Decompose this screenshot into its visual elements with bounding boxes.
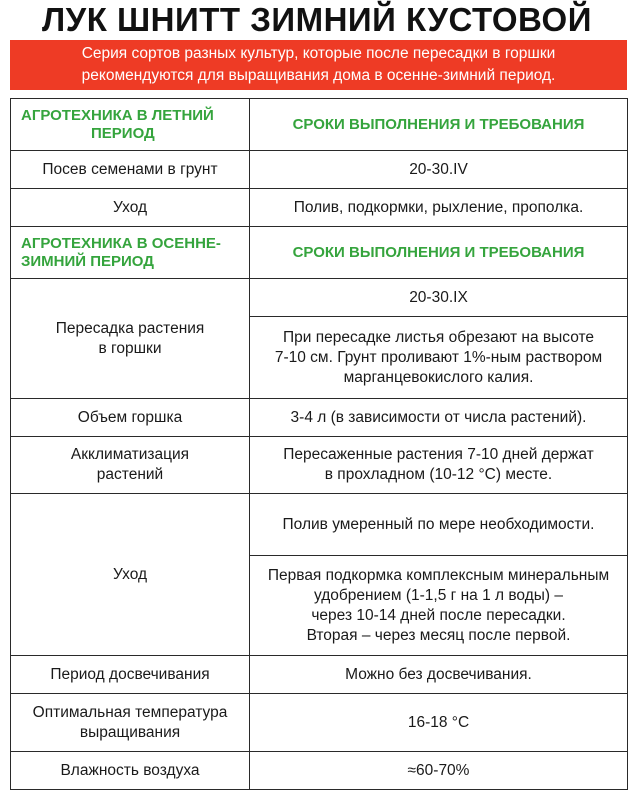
autumn-care-feeding — [250, 556, 628, 656]
transplant-label-line1: Пересадка растения — [55, 319, 205, 337]
table-row — [11, 189, 628, 227]
transplant-label-line2: в горшки — [98, 339, 162, 357]
acclimatization-value-line1: Пересаженные растения 7-10 дней держат — [283, 446, 594, 463]
acclimatization-label-line1: Акклиматизация — [70, 446, 190, 463]
summer-header-row — [11, 99, 628, 151]
table-row — [11, 399, 628, 437]
autumn-header-left-line2: ЗИМНИЙ ПЕРИОД — [21, 252, 154, 270]
table-row — [11, 279, 628, 317]
transplant-note — [250, 317, 628, 399]
table-row — [11, 752, 628, 790]
autumn-care-watering: Полив умеренный по мере необходимости. — [250, 494, 628, 556]
feeding-line3: через 10-14 дней после пересадки. — [311, 606, 566, 624]
summer-header-right: СРОКИ ВЫПОЛНЕНИЯ И ТРЕБОВАНИЯ — [250, 99, 628, 151]
transplant-note-line3: марганцевокислого калия. — [343, 368, 534, 386]
cultivation-table — [10, 98, 628, 790]
page-title: ЛУК ШНИТТ ЗИМНИЙ КУСТОВОЙ — [42, 1, 592, 38]
feeding-line2: удобрением (1-1,5 г на 1 л воды) – — [314, 586, 563, 604]
description-banner — [10, 40, 627, 90]
acclimatization-value — [250, 437, 628, 494]
acclimatization-label — [11, 437, 250, 494]
summer-header-left — [11, 99, 250, 151]
acclimatization-value-line2: в прохладном (10-12 °С) месте. — [324, 466, 553, 483]
autumn-header-left-line1: АГРОТЕХНИКА В ОСЕННЕ- — [21, 234, 221, 252]
banner-line-2: рекомендуются для выращивания дома в осенне-зимний период. — [81, 67, 556, 84]
pot-volume-value: 3-4 л (в зависимости от числа растений). — [250, 399, 628, 437]
transplant-label — [11, 279, 250, 399]
temperature-label — [11, 694, 250, 752]
sowing-value: 20-30.IV — [250, 151, 628, 189]
temperature-label-line2: выращивания — [79, 723, 181, 741]
lighting-label: Период досвечивания — [11, 656, 250, 694]
humidity-value: ≈60-70% — [250, 752, 628, 790]
sowing-label: Посев семенами в грунт — [11, 151, 250, 189]
acclimatization-label-line2: растений — [96, 466, 164, 483]
temperature-label-line1: Оптимальная температура — [32, 703, 228, 721]
transplant-note-line2: 7-10 см. Грунт проливают 1%-ным раствором — [274, 348, 603, 366]
summer-care-value: Полив, подкормки, рыхление, прополка. — [250, 189, 628, 227]
humidity-label: Влажность воздуха — [11, 752, 250, 790]
autumn-header-right: СРОКИ ВЫПОЛНЕНИЯ И ТРЕБОВАНИЯ — [250, 227, 628, 279]
autumn-header-left — [11, 227, 250, 279]
table-row — [11, 694, 628, 752]
summer-care-label: Уход — [11, 189, 250, 227]
autumn-care-label: Уход — [11, 494, 250, 656]
transplant-note-line1: При пересадке листья обрезают на высоте — [282, 328, 595, 346]
table-row — [11, 494, 628, 556]
autumn-header-row — [11, 227, 628, 279]
table-row — [11, 151, 628, 189]
pot-volume-label: Объем горшка — [11, 399, 250, 437]
transplant-date: 20-30.IX — [250, 279, 628, 317]
temperature-value: 16-18 °С — [250, 694, 628, 752]
feeding-line4: Вторая – через месяц после первой. — [306, 626, 571, 644]
table-row — [11, 437, 628, 494]
feeding-line1: Первая подкормка комплексным минеральным — [267, 566, 610, 584]
summer-header-left-line2: ПЕРИОД — [91, 124, 155, 142]
summer-header-left-line1: АГРОТЕХНИКА В ЛЕТНИЙ — [21, 106, 214, 124]
lighting-value: Можно без досвечивания. — [250, 656, 628, 694]
table-row — [11, 656, 628, 694]
banner-line-1: Серия сортов разных культур, которые после пересадки в горшки — [81, 45, 556, 62]
